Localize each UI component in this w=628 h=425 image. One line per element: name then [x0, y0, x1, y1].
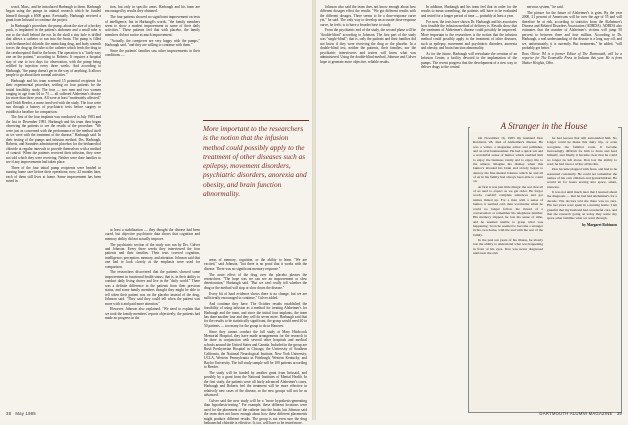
paragraph: Harbaugh and his team screened 15 potential recipients for their experimental procedure, settling on four patients for the initial feasibility study. The four — two men and two women ranging in age from 64 to 73 — all suffered Alzheimer's disease for more than three years. All were at least "moderately affected," said Teddi Reeder, a nurse involved with the study. The four were run through a battery of psychiatric tests before surgery to establish a baseline for comparison.: [6, 78, 101, 114]
paragraph: The four patients showed no significant improvement on tests of intelligence, but in Harbaugh's words, "the family members seem to show a modest improvement in some of their daily activities." These patients feel that with placebo, the family members did not notice as much improvement.: [105, 15, 200, 37]
article-column-1: [6, 5, 101, 405]
article-column-2-bottom: [105, 228, 200, 406]
paragraph: The study will be funded by another grant from Infusaid, and possibly by a grant from the National Institutes of Mental Health. In the first study, the patients were all fairly advanced Alzheimer's cases. Harbaugh and Roberts feel the treatment will be more effective in relatively new cases of the disease, so the new groups will not be as advanced.: [204, 370, 307, 398]
sidebar-column-1: [473, 136, 543, 408]
article-column-4-continued: [320, 122, 463, 406]
paragraph: And continue they have. The October results established the feasibility of using infusion as a method for treating Alzheimer's for Harbaugh and the team, and since the initial four implants, the team has done another four and they will do seven more. Harbaugh said that for the results to be statistically significant, the group would need 40 to 50 patients — too many for the group to do in Hanover.: [204, 301, 307, 328]
paragraph: From the psychiatric end of the study, the second phase will be "double-blind" according to Johnson. The first part of the study was "single-blind"; that is, only the patients and their families did not know if they were receiving the drug or the placebo. In a double-blind test, neither the patients, their families, nor the psychiatric interviewers and testers will know what was administered. Using the double-blind method, Johnson and Culver hope to generate more objective, reliable results.: [320, 28, 416, 64]
paragraph: areas of memory, cognition, or the ability to learn. "We are excited," said Johnson, "but there is no proof that it works with the disease. There was no significant memory response.": [204, 258, 307, 271]
paragraph: tion, but only in specific areas. Harbaugh and his team are encouraged by results they obtained.: [105, 5, 200, 14]
paragraph: For now, the tests have shown Dr. Harbaugh and his associates how feasible the infusion method of delivery is. Results show that the treatment of Alzheimer's disease could possibly be improved. More important to the researchers is the notion that the infusion method could possibly apply to the treatment of other diseases, such as epilepsy, movement and psychiatric disorders, anorexia and obesity, and brain function abnormality.: [421, 19, 517, 51]
paragraph: Don became plagued with fears, and had to be reassured constantly. He could not remember the names of his own children and grandchildren. He would sit for hours staring into space, silent, unaware.: [547, 167, 617, 189]
author-note: Ross Oliver '84 is a former Editor of The Dartmouth, will be a reporter for The Evansville Press in Indiana this year. He is from Shaker Heights, Ohio.: [522, 51, 622, 65]
paragraph: In the past ten years of his illness, he slowly lost the ability to understand what was happening in front of his eyes. Don was never diagnosed until near the end.: [473, 237, 543, 255]
paragraph: Since they cannot conduct the full study at Mary Hitchcock Memorial Hospital, they have made arrangements for the research to be done in conjunction with several other hospitals and medical schools around the United States and Canada. Included in the group are Rush Presbyterian Hospital in Chicago, the University of Southern California, the National Neurological Institute, New York University, UCLA, Western Pennsylvania in Pittsburgh, Western Kentucky, and Baylor University. The full study sample will be 100 patients according to Reeder.: [204, 329, 307, 370]
sidebar-column-2: [547, 136, 617, 408]
right-folio: [539, 411, 622, 416]
article-column-6: [522, 5, 622, 117]
paragraph: Culver said the new study will be a "more hypothesis-generating than hypothesis-testing." For example, these different locations were used for the placement of the catheter into the brain, but Johnson said the team does not know enough about how these different placements might produce different results. The group is not even sure the drug bethanechol chloride is effective. It, too, will have to be tested more.: [204, 398, 307, 425]
right-page-number: 39: [616, 411, 622, 416]
magazine-name: DARTMOUTH ALUMNI MAGAZINE: [539, 411, 613, 416]
sidebar-column-2-body: [547, 136, 617, 221]
paragraph: In Harbaugh's procedure, the pump, about the size of a hockey puck, is implanted in the patient's abdomen and a small tube is run to the skull behind the ear. In the skull a tiny hole is drilled that allows a catheter to run into the brain. The pump is filled with bethanechol chloride, the mimicking drug, and body warmth forces the drug up the tube to the catheter which feeds the drug to the cerebrospinal fluid in the brain. The operation is a "fairly easy one on the patient," according to Roberts. It requires a hospital stay of one to two days for observation, with the pump being refilled by injection every three weeks. And according to Harbaugh, "the pump doesn't get in the way of anything. It allows people to go about their normal activities.": [6, 24, 101, 77]
left-folio: [6, 411, 36, 416]
paragraph: However, Johnson also explained, "We need to explain that we took the family members' reports objectively; the patients had made no progress in the: [105, 307, 200, 321]
paragraph: Johnson also said the team does not know enough about how different dosages effect the results. "We got different results with the different dosages. There seems to be a dose-response curve yet," he said. The only way to develop an accurate dose-response curve, he feels, is to have a broader base to study.: [320, 5, 416, 27]
sidebar-byline: by Margaret Robinson: [582, 222, 617, 227]
paragraph: The first of the four implants was conducted in July 1983 and the last in December 1983. Harbaugh and his team then began observing the patients to see the results of the procedure. "We were just as concerned with the performance of the method itself as we were with the treatment of the disease," Harbaugh said. In their testing of the pumps and infusion method, Drs. Harbaugh, Roberts, and Saunders administered placebos for the bethanechol chloride at regular intervals to provide themselves with a method of control. When the patients received their infusion, they were not told which they were receiving. Neither were their families to see if any improvements had taken place.: [6, 115, 101, 164]
article-column-6-body: [522, 5, 622, 51]
paragraph: As for the future, Harbaugh will reevaluate the creation of an Infusion Center, a facility devoted to the implantation of the pumps. The recent progress that the development of a new way to deliver drugs to the central: [421, 51, 517, 70]
left-page-number: 38: [6, 411, 12, 416]
article-column-2-top: [105, 5, 200, 115]
paragraph: nervous system," he said.: [527, 5, 564, 9]
paragraph: Since the patients' families saw other improvements in their conditions —: [105, 48, 200, 58]
paragraph: The psychiatric section of the study was run by Drs. Culver and Johnson. Every three weeks they interviewed the four patients and their families. Their tests covered cognition, intelligence, perception, memory, and attention. Johnson said that one had to look closely at the emphasis were used for comparison.: [105, 242, 200, 269]
paragraph: at least a stabilization — they thought the disease had been cured, but objective psychiatric data shows that cognition and memory ability did not actually improve.: [105, 228, 200, 241]
paragraph: "Actually, the caregivers are very happy with the pumps," Harbaugh said, "and they are willing to continue with them.": [105, 38, 200, 47]
article-column-5: [421, 5, 517, 117]
paragraph: wood, Mass., and he introduced Harbaugh to them. Harbaugh began using the pumps in animal research which he funded himself through a $500 grant. Eventually, Harbaugh received a grant from Infusaid to continue the project.: [6, 5, 101, 23]
left-date: May 1985: [15, 411, 36, 416]
article-column-3-bottom: [204, 258, 307, 425]
pull-quote-text: More important to the researchers is the notion that the infusion method could possibly apply to the treatment of other diseases such as epilepsy, movement disorders, psychiatric disorders, anorexia and obesity, and brain function abnormality.: [203, 124, 307, 199]
paragraph: The picture for the future of Alzheimer's is grim. By the year 2000, 21 percent of Americans will be over the age of 55 and will therefore be at risk, according to statistics from the Alzheimer's Disease and Related Disorders Association (ADRDA). ADRDA also estimates that the number of Alzheimer's victims will jump 50 percent to between three and four million. According to Dr. Harbaugh, a real understanding of the disease is a long way off, and we, unfortunately, it is currently. But treatments," he added, "will probably get better.": [522, 10, 622, 51]
paragraph: On November 16, 1983 my husband Don Robinson '28, died of Alzheimer's disease. He was a writer, a magazine editor and publisher, and an avid businessman. He had a quick wit and a wonderful sense of humor which enabled him to enjoy the business vanity and to enjoy life to the utmost. Imagine his dismay when this humor's invaded his brain and slowly began to destroy the fine mental balance which he and all of us in his family had always been able to count on.: [473, 136, 543, 184]
paragraph: Every bit of hard evidence shows there is no change, but we are sufficiently encouraged to continue," Culver added.: [204, 291, 307, 300]
pull-quote: [203, 120, 309, 198]
paragraph: The researchers discovered that the patients showed some improvement in functional health status; that is, in their ability to conduct daily living chores and live in the "daily world." There was a definite difference in the patients from their previous status, and some family members thought they might be able to tell when their patient was on the placebo instead of the drug, Johnson said. "They said they could tell when the patient was more with it and paid more attention.": [105, 270, 200, 306]
pull-quote-rule: [203, 120, 309, 121]
article-column-4: [320, 5, 416, 117]
paragraph: In addition, Harbaugh and his team feel that in order for the results to mean something, the patients will have to be evaluated and tested for a longer period of time — probably at least a year.: [421, 5, 517, 18]
paragraph: Three of the four initial pump recipients were headed to nursing home care before their operations; now, 22 months later, each of them still lives at home. Some improvement has been noted in: [6, 165, 101, 183]
paragraph: The acute effect of the drug over the placebo pleases the researchers. "The hope was we can see an improvement or slow deterioration," Harbaugh said. "But we can't really tell whether the drug or the method will stop or slow down the disease.": [204, 272, 307, 290]
paragraph: he had known that still surrounded him. No longer could he make this daily trip, or even recognize the familiar route. It became increasingly difficult for him to dress and feed himself, and finally it became clear that he could no longer be left alone. Don lost the ability to read; he had been a writer all his life.: [547, 136, 617, 167]
article-column-3-top: [204, 5, 307, 117]
sidebar-title: A Stranger in the House: [470, 121, 618, 132]
paragraph: At first it was just little things: the sort that all of us tend to expect as we get older. He forgot words, couldn't complete sentences and got names mixed up. For a man with a sense of humor, it seemed odd, then worrisome when he could no longer follow the thread of a conversation or remember his telephone number. His memory slipped, he lost his sense of time, and he seemed unable to grasp what was happening. Soon he seemed to become a stranger in his own home, with me and with the rest of the family.: [473, 184, 543, 237]
paragraph: It was not until much later that I learned about the diagnosis — that he had had Alzheimer's for a decade. The doctors told me there was no cure. His last years were spent in a nursing home. I am grateful that my husband had wonderful care, and that the research going on today may some day spare other families what we went through.: [547, 190, 617, 221]
